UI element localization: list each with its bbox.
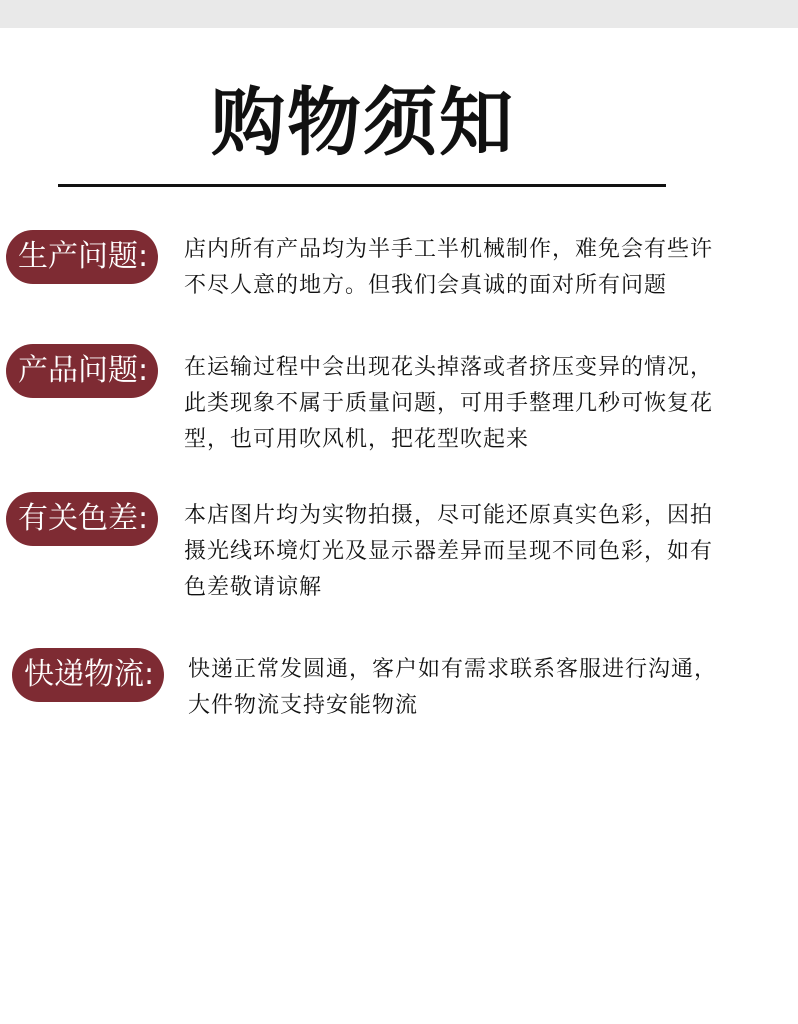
- page-title: 购物须知: [211, 80, 515, 166]
- text-line: 不尽人意的地方。但我们会真诚的面对所有问题: [184, 273, 668, 298]
- text-line: 店内所有产品均为半手工半机械制作，难免会有些许: [184, 237, 714, 262]
- text-line: 型，也可用吹风机，把花型吹起来: [184, 427, 530, 452]
- text-line: 大件物流支持安能物流: [188, 693, 419, 718]
- text-line: 此类现象不属于质量问题，可用手整理几秒可恢复花: [184, 391, 714, 416]
- shopping-notice-page: [0, 28, 798, 1024]
- text-line: 摄光线环境灯光及显示器差异而呈现不同色彩，如有: [184, 539, 714, 564]
- text-line: 在运输过程中会出现花头掉落或者挤压变异的情况，: [184, 355, 714, 380]
- section-text-product: [184, 350, 784, 458]
- section-text-color: [184, 498, 784, 606]
- section-text-production: [184, 232, 784, 304]
- section-badge-color: 有关色差:: [6, 492, 158, 546]
- text-line: 本店图片均为实物拍摄，尽可能还原真实色彩，因拍: [184, 503, 714, 528]
- text-line: 色差敬请谅解: [184, 575, 323, 600]
- top-gray-bar: [0, 0, 798, 28]
- title-divider: [58, 184, 666, 187]
- section-text-shipping: [188, 652, 788, 724]
- section-badge-shipping: 快递物流:: [12, 648, 164, 702]
- text-line: 快递正常发圆通，客户如有需求联系客服进行沟通，: [188, 657, 718, 682]
- section-badge-product: 产品问题:: [6, 344, 158, 398]
- section-badge-production: 生产问题:: [6, 230, 158, 284]
